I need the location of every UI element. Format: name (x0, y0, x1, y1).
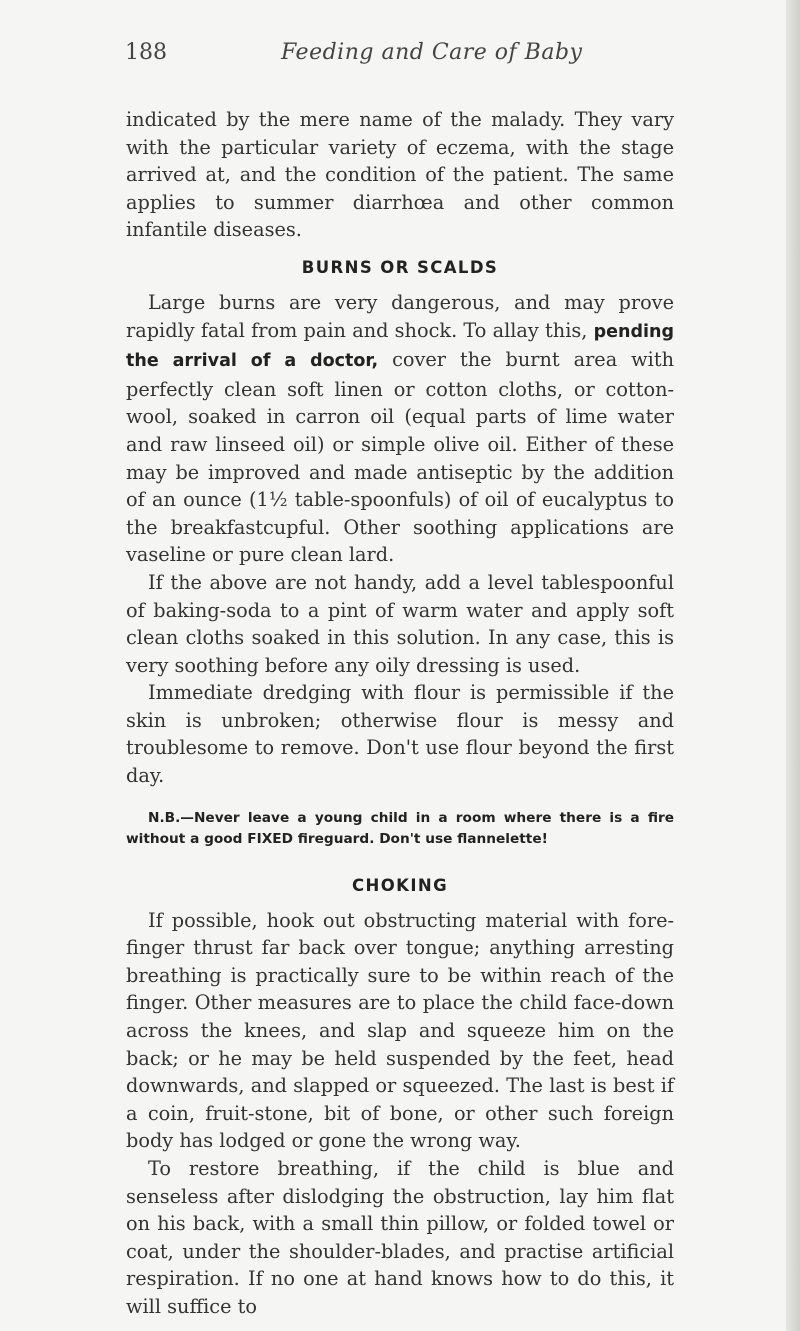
burns-paragraph-1 (126, 289, 674, 569)
burns-paragraph-3: Immediate dredging with flour is permissible if the skin is unbroken; otherwise flour is messy and troublesome to remove. Don't use flour beyond the first day. (126, 681, 674, 788)
fireguard-note: N.B.—Never leave a young child in a room where there is a fire without a good FIXED fireguard. Don't use flannelette! (126, 809, 674, 847)
page-number: 188 (125, 40, 167, 65)
page-header (125, 40, 675, 70)
page-content (126, 106, 674, 1321)
choking-heading: CHOKING (351, 875, 449, 895)
running-title: Feeding and Care of Baby (281, 40, 583, 65)
burns-p1-end: cover the burnt area with perfectly clean soft linen or cotton cloths, or cotton-wool, soaked in carron oil (equal parts of lime water and raw linseed oil) or simple olive oil. Either of these may be improved and made antiseptic by the addition of an ounce (1½ table-spoonfuls) of oil of eucalyptus to the breakfastcupful. Other soothing applications are vaseline or pure clean lard. (126, 348, 674, 567)
burns-p1-start: Large burns are very dangerous, and may prove rapidly fatal from pain and shock. To allay this, (126, 290, 674, 342)
burns-heading: BURNS OR SCALDS (301, 257, 499, 277)
burns-p1-emphasis: pending the arrival of a doctor, (126, 321, 674, 372)
page-edge-shadow (786, 0, 800, 1331)
burns-paragraph-2: If the above are not handy, add a level tablespoonful of baking-soda to a pint of warm water and apply soft clean cloths soaked in this solution. In any case, this is very soothing before any oily dressing is used. (126, 570, 674, 677)
intro-paragraph: indicated by the mere name of the malady. They vary with the particular variety of eczema, with the stage arrived at, and the condition of the patient. The same applies to summer diarrhœa and other common infantile diseases. (126, 108, 674, 242)
choking-paragraph-2: To restore breathing, if the child is blue and senseless after dislodging the obstruction, lay him flat on his back, with a small thin pillow, or folded towel or coat, under the shoulder-blades, and practise artificial respiration. If no one at hand knows how to do this, it will suffice to (126, 1157, 674, 1318)
choking-paragraph-1: If possible, hook out obstructing material with fore-finger thrust far back over tongue; anything arresting breathing is practically sure to be within reach of the finger. Other measures are to place the child face-down across the knees, and slap and squeeze him on the back; or he may be held suspended by the feet, head downwards, and slapped or squeezed. The last is best if a coin, fruit-stone, bit of bone, or other such foreign body has lodged or gone the wrong way. (126, 908, 674, 1153)
